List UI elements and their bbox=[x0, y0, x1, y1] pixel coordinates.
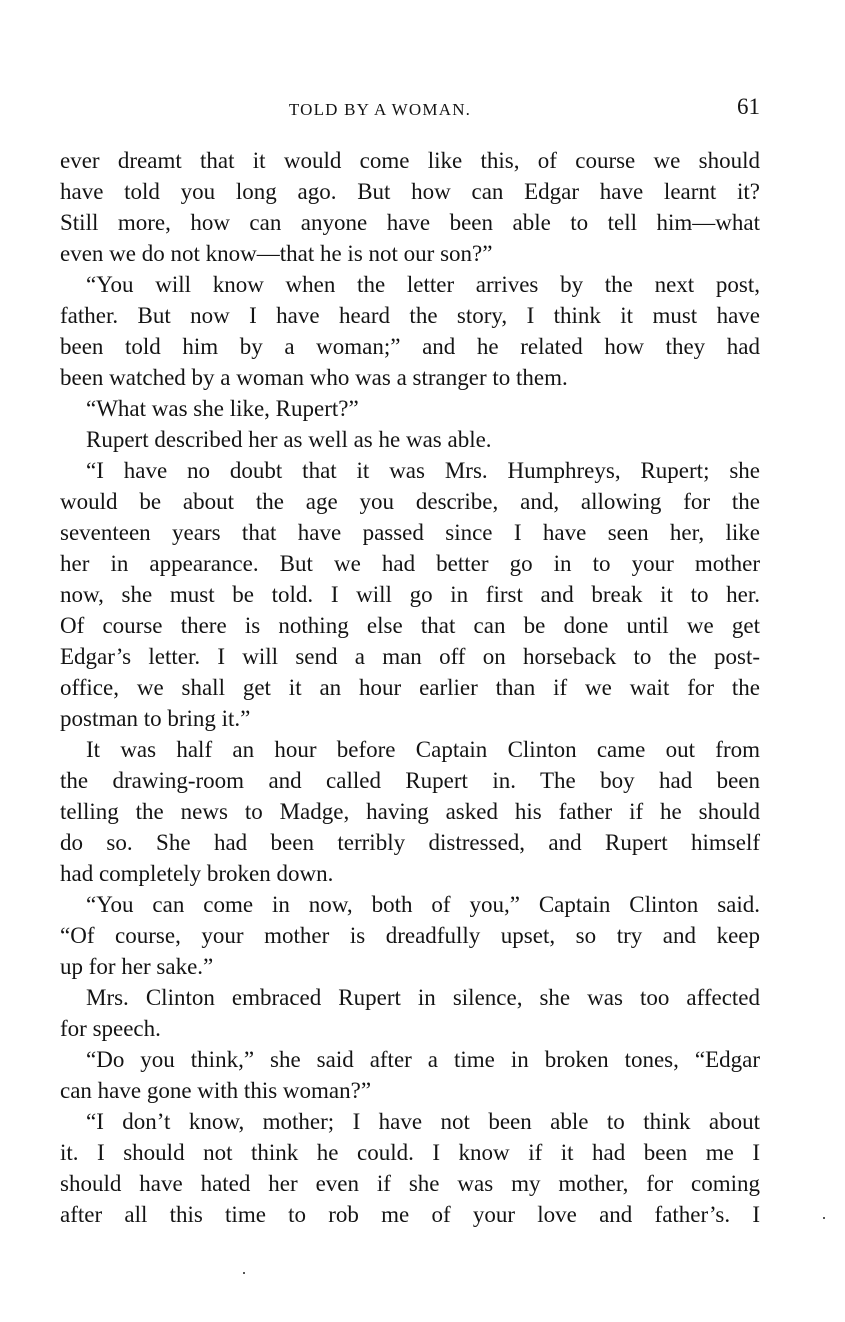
text-line: It was half an hour before Captain Clinton came out from bbox=[86, 737, 760, 762]
text-line: now, she must be told. I will go in first and break it to her. bbox=[60, 582, 760, 607]
text-line: Still more, how can anyone have been able to tell him—what bbox=[60, 210, 760, 235]
scan-speck bbox=[243, 1272, 245, 1274]
text-line: can have gone with this woman?” bbox=[60, 1078, 372, 1103]
text-line: do so. She had been terribly distressed, and Rupert himself bbox=[60, 830, 760, 855]
text-line: “You will know when the letter arrives by the next post, bbox=[86, 272, 760, 297]
text-line: “Of course, your mother is dreadfully upset, so try and keep bbox=[60, 923, 760, 948]
running-title: TOLD BY A WOMAN. bbox=[288, 100, 472, 119]
text-line: “I don’t know, mother; I have not been able to think about bbox=[86, 1109, 760, 1134]
text-line: “What was she like, Rupert?” bbox=[86, 396, 359, 421]
text-line: even we do not know—that he is not our son?” bbox=[60, 241, 493, 266]
text-line: “Do you think,” she said after a time in broken tones, “Edgar bbox=[86, 1047, 760, 1072]
text-line: have told you long ago. But how can Edgar have learnt it? bbox=[60, 179, 760, 204]
text-line: father. But now I have heard the story, I think it must have bbox=[60, 303, 760, 328]
text-line: after all this time to rob me of your love and father’s. I bbox=[60, 1202, 760, 1227]
text-line: Of course there is nothing else that can be done until we get bbox=[60, 613, 760, 638]
text-line: the drawing-room and called Rupert in. The boy had been bbox=[60, 768, 760, 793]
text-line: her in appearance. But we had better go in to your mother bbox=[60, 551, 760, 576]
text-line: it. I should not think he could. I know if it had been me I bbox=[60, 1140, 760, 1165]
body-text bbox=[60, 145, 760, 1230]
text-line: should have hated her even if she was my mother, for coming bbox=[60, 1171, 760, 1196]
running-head bbox=[60, 94, 760, 124]
text-line: ever dreamt that it would come like this, of course we should bbox=[60, 148, 760, 173]
text-line: Rupert described her as well as he was able. bbox=[86, 427, 492, 452]
text-line: Edgar’s letter. I will send a man off on horseback to the post- bbox=[60, 644, 760, 669]
text-line: been told him by a woman;” and he related how they had bbox=[60, 334, 760, 359]
text-line: telling the news to Madge, having asked his father if he should bbox=[60, 799, 760, 824]
text-line: been watched by a woman who was a stranger to them. bbox=[60, 365, 568, 390]
text-line: “I have no doubt that it was Mrs. Humphreys, Rupert; she bbox=[86, 458, 760, 483]
page-number: 61 bbox=[737, 94, 760, 119]
scan-speck bbox=[823, 1217, 825, 1219]
text-line: Mrs. Clinton embraced Rupert in silence, she was too affected bbox=[86, 985, 760, 1010]
text-line: would be about the age you describe, and, allowing for the bbox=[60, 489, 760, 514]
text-line: “You can come in now, both of you,” Captain Clinton said. bbox=[86, 892, 760, 917]
text-line: for speech. bbox=[60, 1016, 161, 1041]
text-line: seventeen years that have passed since I have seen her, like bbox=[60, 520, 760, 545]
text-line: up for her sake.” bbox=[60, 954, 214, 979]
text-line: postman to bring it.” bbox=[60, 706, 251, 731]
text-line: had completely broken down. bbox=[60, 861, 334, 886]
text-line: office, we shall get it an hour earlier than if we wait for the bbox=[60, 675, 760, 700]
